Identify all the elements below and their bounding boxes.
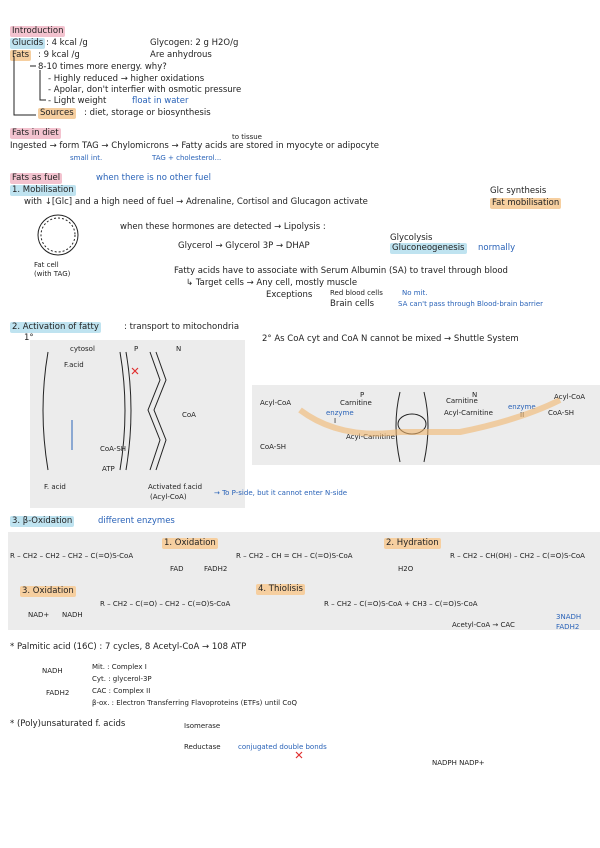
with-tag-label: (with TAG): [34, 270, 71, 278]
glycogen-text: Glycogen: 2 g H2O/g: [150, 38, 239, 48]
fad: FAD: [170, 565, 184, 573]
sum-cac: CAC : Complex II: [92, 687, 151, 695]
carnitine-left: Carnitine: [340, 399, 372, 407]
nadph: NADPH NADP+: [432, 759, 485, 767]
reduced-text: - Highly reduced → higher oxidations: [48, 74, 205, 84]
diet-title: Fats in diet: [12, 128, 59, 138]
sum-nadh: NADH: [42, 667, 63, 675]
fat-mob: Fat mobilisation: [492, 198, 560, 208]
glycolysis: Glycolysis: [390, 233, 433, 243]
coa-sh-label: CoA-SH: [100, 445, 127, 453]
fuel-title: Fats as fuel: [12, 173, 61, 183]
isomerase: Isomerase: [184, 722, 221, 730]
enzyme-left: enzyme: [326, 409, 354, 417]
mol2: R – CH2 – CH = CH – C(=O)S-CoA: [236, 552, 353, 560]
coa-label: CoA: [182, 411, 196, 419]
intro-bracket: [14, 56, 36, 115]
glucids-label: Glucids: [12, 38, 44, 48]
shuttle-membrane-1: [396, 392, 400, 462]
light-weight-text: - Light weight: [48, 96, 107, 106]
sum-fadh2: FADH2: [46, 689, 70, 697]
fats-value: : 9 kcal /g: [38, 50, 80, 60]
roman-1: I: [334, 417, 337, 425]
shuttle-highlight: [300, 400, 560, 434]
hormones-text: when these hormones are detected → Lipolysis :: [120, 222, 326, 232]
acyl-coa-label: (Acyl-CoA): [150, 493, 187, 501]
mol4: R – CH2 – C(=O) – CH2 – C(=O)S-CoA: [100, 600, 231, 608]
nadh-out: 3NADH: [556, 613, 582, 621]
anhydrous-text: Are anhydrous: [150, 50, 212, 60]
acyl-coa-left: Acyl-CoA: [260, 399, 292, 407]
beta-title: 3. β-Oxidation: [12, 516, 73, 526]
sum-cyt: Cyt. : glycerol-3P: [92, 675, 152, 683]
step3-label: 3. Oxidation: [22, 586, 74, 596]
n-label: N: [176, 345, 182, 353]
mol1: R – CH2 – CH2 – CH2 – C(=O)S-CoA: [10, 552, 134, 560]
gluconeo: Gluconeogenesis: [392, 243, 465, 253]
fatty-assoc: Fatty acids have to associate with Serum Albumin (SA) to travel through blood: [174, 266, 508, 276]
acetyl-cac: Acetyl-CoA → CAC: [452, 621, 515, 629]
sources-text: : diet, storage or biosynthesis: [84, 108, 211, 118]
apolar-text: - Apolar, don't interfier with osmotic pressure: [48, 85, 242, 95]
fats-label: Fats: [12, 50, 30, 60]
beta-enzymes: different enzymes: [98, 516, 175, 526]
coa-sh-right: CoA-SH: [548, 409, 575, 417]
step4-label: 4. Thiolisis: [258, 584, 303, 594]
second-step: 2° As CoA cyt and CoA N cannot be mixed → Shuttle System: [262, 334, 519, 344]
exceptions: Exceptions: [266, 290, 313, 300]
conjugated: conjugated double bonds: [238, 743, 327, 751]
red-cross: [132, 368, 138, 374]
roman-2: II: [520, 411, 525, 419]
sum-mit: Mit. : Complex I: [92, 663, 147, 671]
fat-cell-label: Fat cell: [34, 261, 59, 269]
sources-label: Sources: [40, 108, 74, 118]
activation-transport: : transport to mitochondria: [124, 322, 240, 332]
mol3: R – CH2 – CH(OH) – CH2 – C(=O)S-CoA: [450, 552, 585, 560]
to-tissue: to tissue: [232, 133, 262, 141]
step2-label: 2. Hydration: [386, 538, 439, 548]
energy-text: 8-10 times more energy. why?: [38, 62, 167, 72]
coa-sh-left: CoA-SH: [260, 443, 287, 451]
f-acid-label: F.acid: [64, 361, 84, 369]
acyl-carnitine-right: Acyl-Carnitine: [444, 409, 493, 417]
shuttle-n: N: [472, 391, 478, 399]
float-text: float in water: [132, 96, 189, 106]
p-label: P: [134, 345, 139, 353]
glc-synth: Glc synthesis: [490, 186, 547, 196]
step1-label: 1. Oxidation: [164, 538, 216, 548]
activated-label: Activated f.acid: [148, 483, 203, 491]
mobilisation-title: 1. Mobilisation: [12, 185, 74, 195]
f-acid2-label: F. acid: [44, 483, 66, 491]
intro-title: Introduction: [12, 26, 64, 36]
reasons-bracket: [40, 70, 46, 100]
enzyme-right: enzyme: [508, 403, 536, 411]
reductase: Reductase: [184, 743, 221, 751]
tag-chol: TAG + cholesterol...: [152, 154, 222, 162]
cytosol-bracket: [43, 352, 48, 470]
palmitic-text: * Palmitic acid (16C) : 7 cycles, 8 Acetyl-CoA → 108 ATP: [10, 642, 247, 652]
normally: normally: [478, 243, 516, 253]
nadh: NADH: [62, 611, 83, 619]
fadh2: FADH2: [204, 565, 228, 573]
carnitine-right: Carnitine: [446, 397, 478, 405]
glucids-value: : 4 kcal /g: [46, 38, 88, 48]
cytosol-label: cytosol: [70, 345, 95, 353]
small-int: small int.: [70, 154, 103, 162]
when-text: when there is no other fuel: [96, 173, 211, 183]
target-cells: ↳ Target cells → Any cell, mostly muscle: [186, 278, 358, 288]
mitochondria-membrane-p: [120, 352, 125, 470]
acyl-coa-right: Acyl-CoA: [554, 393, 586, 401]
nad: NAD+: [28, 611, 50, 619]
no-mit: No mit.: [402, 289, 428, 297]
first-step: 1°: [24, 333, 34, 343]
shuttle-p: P: [360, 391, 365, 399]
activation-title: 2. Activation of fatty: [12, 322, 99, 332]
h2o: H2O: [398, 565, 414, 573]
acyl-carnitine-left: Acyl-Carnitine: [346, 433, 395, 441]
fat-cell-icon: [38, 215, 78, 255]
with-line: with ↓[Glc] and a high need of fuel → Adrenaline, Cortisol and Glucagon activate: [24, 197, 368, 207]
atp-label: ATP: [102, 465, 115, 473]
glycerol-chain: Glycerol → Glycerol 3P → DHAP: [178, 241, 310, 251]
shuttle-membrane-2: [424, 392, 428, 462]
fadh2-out: FADH2: [556, 623, 580, 631]
brain-cells: Brain cells: [330, 299, 375, 309]
to-p-side: → To P-side, but it cannot enter N-side: [214, 489, 348, 497]
sum-box: β-ox. : Electron Transferring Flavoproteins (ETFs) until CoQ: [92, 699, 298, 707]
mol5: R – CH2 – C(=O)S-CoA + CH3 – C(=O)S-CoA: [324, 600, 478, 608]
poly-text: * (Poly)unsaturated f. acids: [10, 719, 126, 729]
red-blood: Red blood cells: [330, 289, 383, 297]
ingested-text: Ingested → form TAG → Chylomicrons → Fatty acids are stored in myocyte or adipocyte: [10, 141, 380, 151]
sa-cant: SA can't pass through Blood-brain barrier: [398, 300, 544, 308]
